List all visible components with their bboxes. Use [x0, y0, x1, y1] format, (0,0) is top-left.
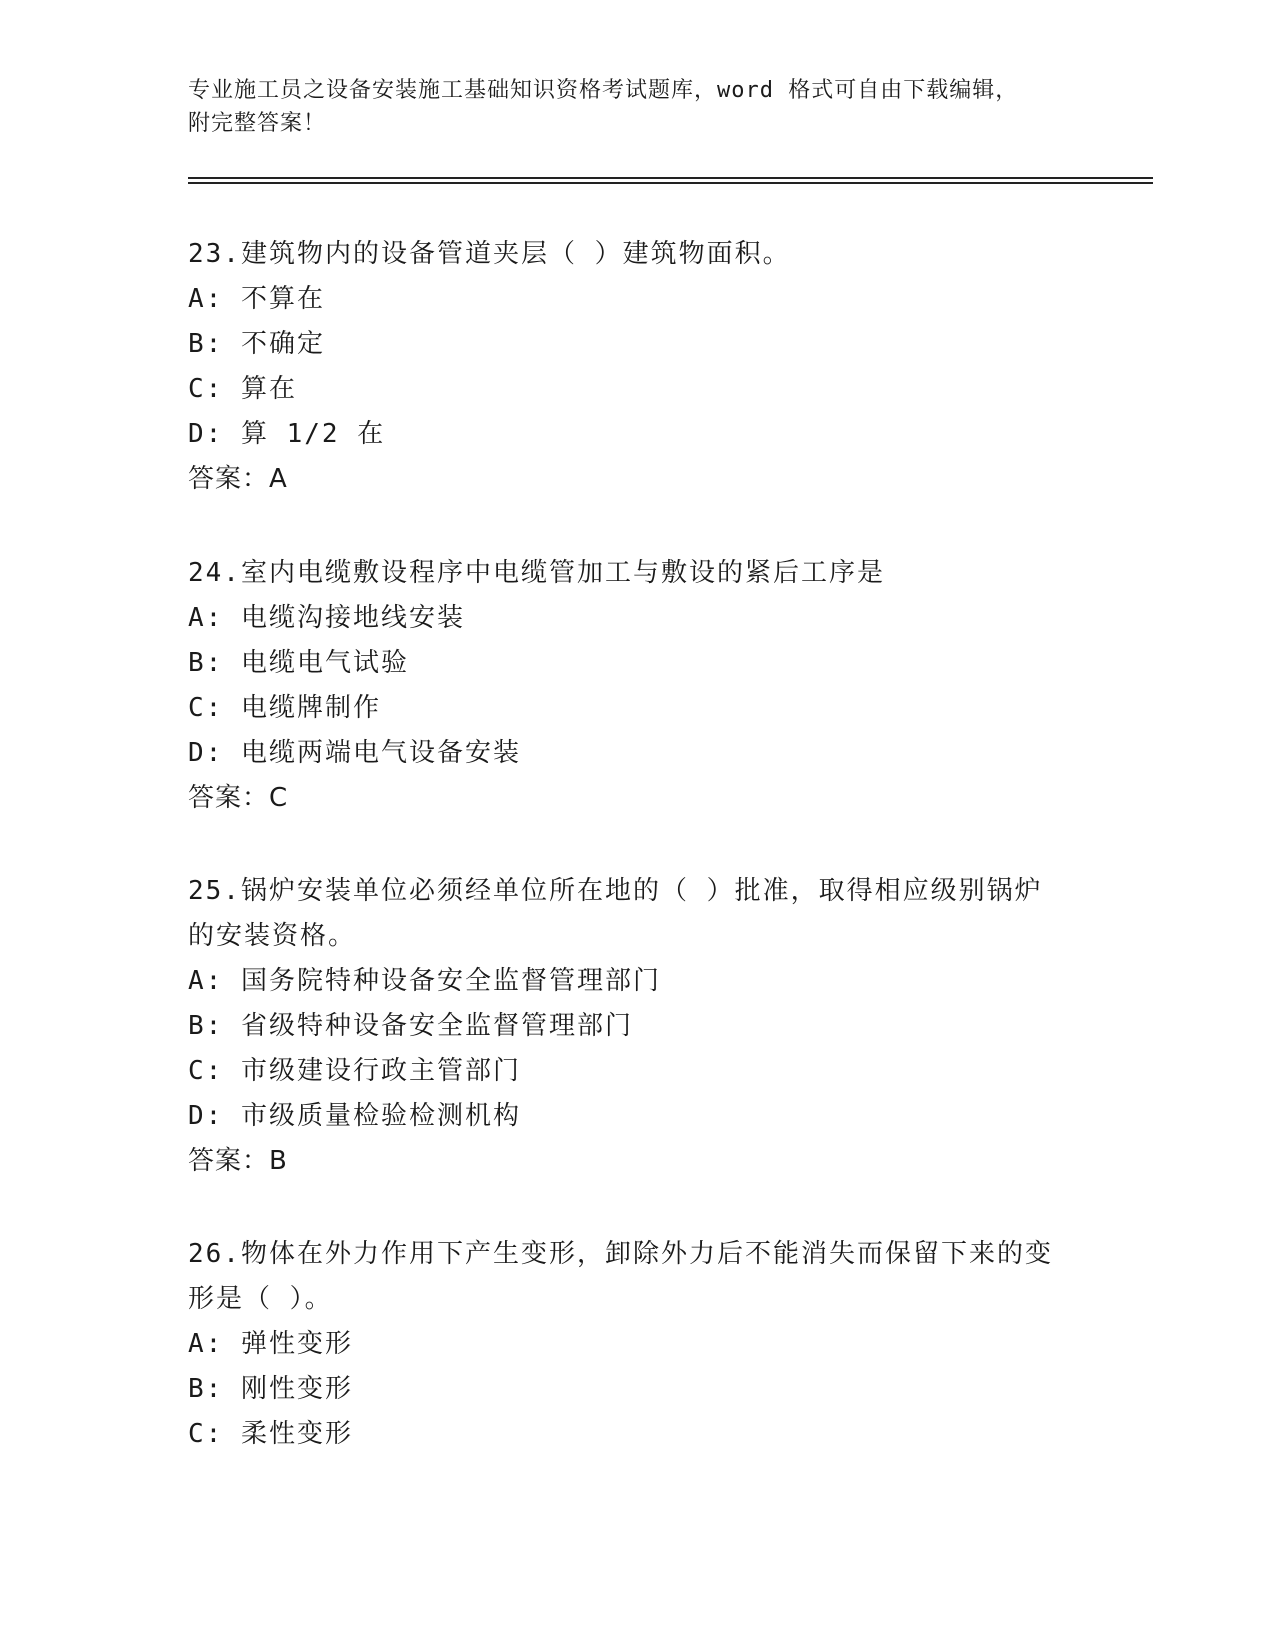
header-divider-bottom: [188, 182, 1153, 184]
header-divider-top: [188, 177, 1153, 179]
option-c: C: 算在: [188, 374, 297, 404]
option-b: B: 电缆电气试验: [188, 648, 409, 678]
answer-label: 答案：B: [188, 1146, 288, 1176]
question-26: [188, 1232, 1088, 1457]
question-text-line-1: 26.物体在外力作用下产生变形，卸除外力后不能消失而保留下来的变: [188, 1239, 1053, 1269]
question-text-line-2: 的安装资格。: [188, 921, 357, 951]
answer-label: 答案：A: [188, 464, 288, 494]
question-text: 23.建筑物内的设备管道夹层（ ）建筑物面积。: [188, 239, 791, 269]
option-d: D: 算 1/2 在: [188, 419, 386, 449]
header-line-1: 专业施工员之设备安装施工基础知识资格考试题库，word 格式可自由下载编辑，: [188, 78, 1019, 103]
header-line-2: 附完整答案！: [188, 111, 327, 136]
question-text-line-2: 形是（ ）。: [188, 1284, 333, 1314]
question-25: [188, 869, 1088, 1184]
option-b: B: 不确定: [188, 329, 325, 359]
question-23: [188, 232, 1088, 502]
option-a: A: 电缆沟接地线安装: [188, 603, 465, 633]
option-c: C: 柔性变形: [188, 1419, 353, 1449]
option-b: B: 省级特种设备安全监督管理部门: [188, 1011, 633, 1041]
option-a: A: 弹性变形: [188, 1329, 353, 1359]
option-c: C: 市级建设行政主管部门: [188, 1056, 521, 1086]
option-d: D: 电缆两端电气设备安装: [188, 738, 521, 768]
question-text-line-1: 25.锅炉安装单位必须经单位所在地的（ ）批准，取得相应级别锅炉: [188, 876, 1043, 906]
document-header: [188, 74, 1088, 140]
option-b: B: 刚性变形: [188, 1374, 353, 1404]
option-d: D: 市级质量检验检测机构: [188, 1101, 521, 1131]
answer-label: 答案：C: [188, 783, 289, 813]
option-a: A: 不算在: [188, 284, 325, 314]
question-text: 24.室内电缆敷设程序中电缆管加工与敷设的紧后工序是: [188, 558, 885, 588]
option-c: C: 电缆牌制作: [188, 693, 381, 723]
option-a: A: 国务院特种设备安全监督管理部门: [188, 966, 661, 996]
question-24: [188, 551, 1088, 821]
